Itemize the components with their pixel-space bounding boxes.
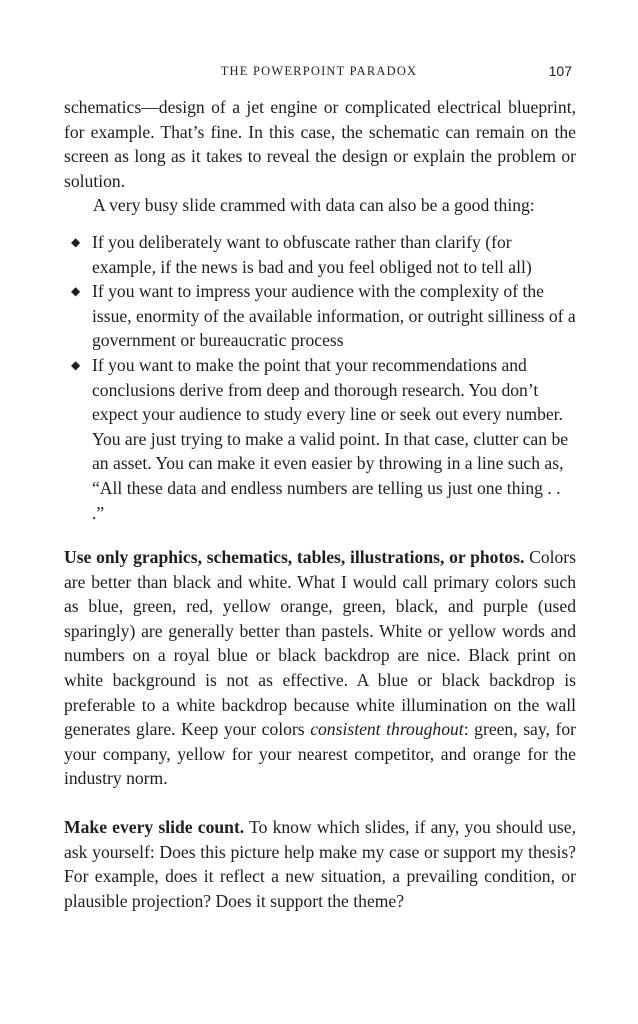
running-title: THE POWERPOINT PARADOX (220, 64, 418, 78)
page-number: 107 (548, 63, 572, 79)
list-item (64, 353, 576, 525)
paragraph-text-b: : green, say, for your company, yellow for your nearest competitor, and orange for the industry norm. (64, 719, 576, 789)
paragraph-text: A very busy slide crammed with data can also be a good thing: (93, 195, 535, 215)
list-item-text: If you deliberately want to obfuscate rather than clarify (for example, if the news is bad and you feel obliged not to tell all) (92, 232, 532, 277)
paragraph-lead: Make every slide count. (64, 817, 245, 837)
paragraph-text (64, 815, 576, 913)
paragraph-emphasis: consistent throughout (310, 719, 464, 740)
body-paragraph-3 (64, 545, 576, 791)
list-item-text: If you want to impress your audience with the complexity of the issue, enormity of the available information, or outright silliness of a government or bureaucratic process (92, 281, 576, 351)
diamond-bullet-icon: ◆ (71, 235, 81, 249)
bullet-list (64, 230, 576, 525)
paragraph-text-a: To know which slides, if any, you should use, ask yourself: Does this picture help make my case or support my thesis? For example, does it reflect a new situation, a prevailing condition, or plausible projection? Does it support the theme? (64, 817, 576, 911)
running-header (0, 60, 638, 82)
paragraph-text-a: Colors are better than black and white. What I would call primary colors such as blue, green, red, yellow orange, green, black, and purple (used sparingly) are generally better than pastels. White or yellow words and numbers on a royal blue or black backdrop are nice. Black print on white background is not as effective. A blue or black backdrop is preferable to a white backdrop because white illumination on the wall generates glare. Keep your colors (64, 547, 577, 740)
diamond-bullet-icon: ◆ (71, 357, 81, 372)
diamond-bullet-icon: ◆ (71, 284, 81, 299)
paragraph-text: schematics—design of a jet engine or complicated electrical blueprint, for example. That’s fine. In this case, the schematic can remain on the screen as long as it takes to reveal the design or explain the problem or solution. (64, 97, 576, 191)
body-paragraph-4 (64, 815, 576, 913)
list-item (64, 230, 576, 279)
list-item-text: If you want to make the point that your recommendations and conclusions derive from deep and thorough research. You don’t expect your audience to study every line or seek out every number. You are just trying to make a valid point. In that case, clutter can be an asset. You can make it even easier by throwing in a line such as, “All these data and endless numbers are telling us just one thing . . .” (92, 354, 569, 523)
paragraph-text (64, 545, 576, 791)
list-item (64, 279, 576, 353)
body-paragraph-2 (64, 193, 576, 218)
paragraph-lead: Use only graphics, schematics, tables, illustrations, or photos. (64, 547, 525, 567)
body-paragraph-1 (64, 95, 576, 193)
